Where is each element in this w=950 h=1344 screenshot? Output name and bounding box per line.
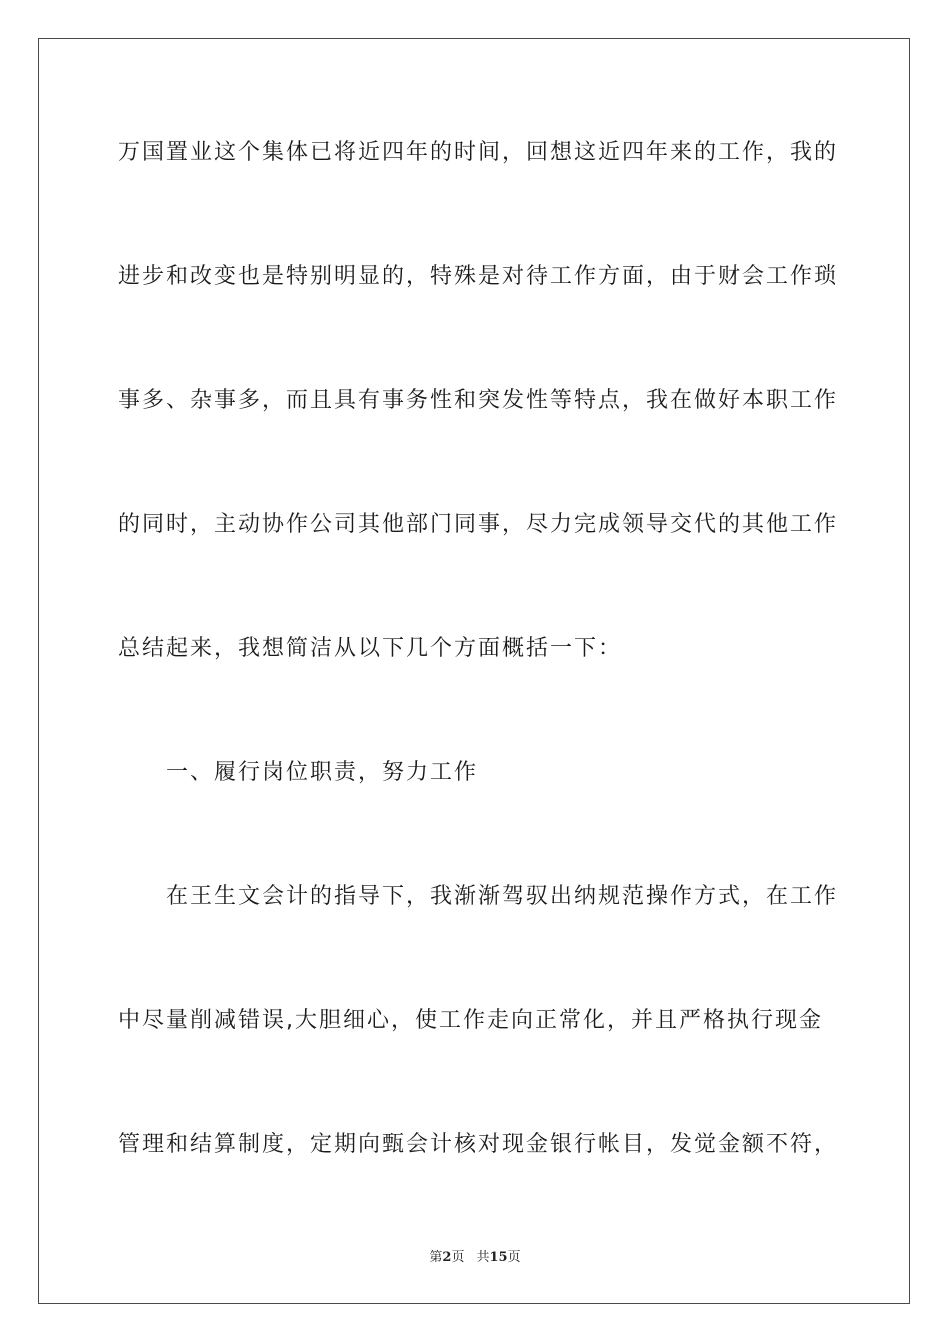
footer-page-prefix: 第 (429, 1250, 443, 1265)
body-text-line-8: 中尽量削减错误,大胆细心，使工作走向正常化，并且严格执行现金 (118, 1008, 823, 1033)
footer-total-prefix: 共 (476, 1250, 490, 1265)
footer-page-number: 2 (442, 1250, 452, 1265)
body-text-line-4: 的同时，主动协作公司其他部门同事，尽力完成领导交代的其他工作 (118, 512, 839, 537)
page-footer (0, 1246, 950, 1265)
body-text-line-1: 万国置业这个集体已将近四年的时间，回想这近四年来的工作，我的 (118, 140, 839, 165)
body-text-line-9: 管理和结算制度，定期向甄会计核对现金银行帐目，发觉金额不符， (118, 1132, 839, 1157)
section-heading: 一、履行岗位职责，努力工作 (166, 760, 479, 785)
body-text-line-7: 在王生文会计的指导下，我渐渐驾驭出纳规范操作方式，在工作 (166, 884, 839, 909)
body-text-line-2: 进步和改变也是特别明显的，特殊是对待工作方面，由于财会工作琐 (118, 264, 839, 289)
body-text-line-5: 总结起来，我想简洁从以下几个方面概括一下： (118, 636, 623, 661)
page-frame (38, 38, 910, 1304)
footer-total-pages: 15 (489, 1250, 508, 1265)
body-text-line-3: 事多、杂事多，而且具有事务性和突发性等特点，我在做好本职工作 (118, 388, 839, 413)
footer-page-suffix: 页 (451, 1250, 465, 1265)
footer-total-suffix: 页 (507, 1250, 521, 1265)
